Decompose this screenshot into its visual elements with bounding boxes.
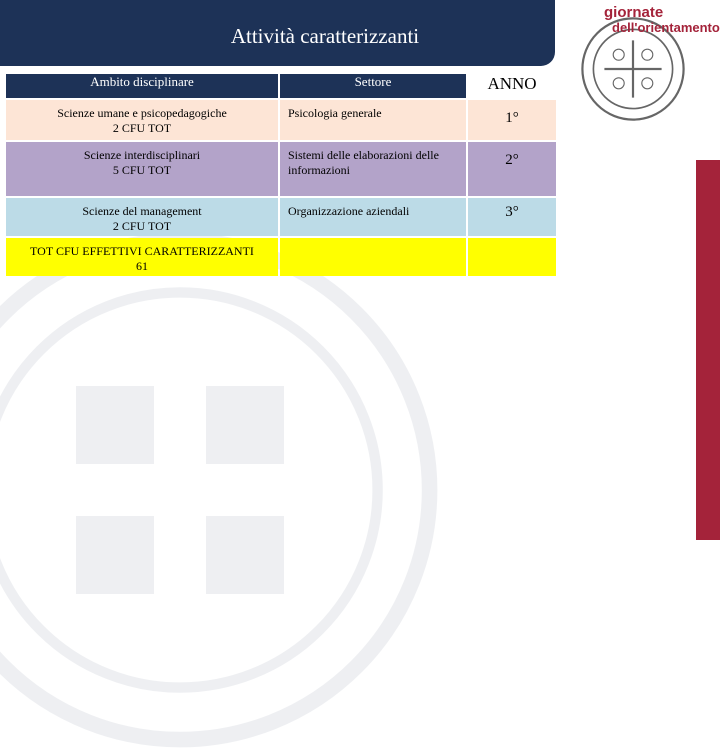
ambito-cell <box>6 100 278 140</box>
ambito-cfu: 2 CFU TOT <box>112 219 172 233</box>
empty-cell <box>280 238 466 276</box>
ambito-cfu: 2 CFU TOT <box>112 121 172 135</box>
settore-cell: Psicologia generale <box>280 100 466 140</box>
anno-cell: 1° <box>468 100 556 140</box>
total-cell <box>6 238 278 276</box>
settore-cell: Organizzazione aziendali <box>280 198 466 236</box>
logo-text-line1: giornate <box>604 4 664 21</box>
ambito-name: Scienze del management <box>82 204 202 218</box>
total-value: 61 <box>136 259 148 273</box>
header-ambito: Ambito disciplinare <box>6 74 278 98</box>
table-row <box>6 198 556 236</box>
page-title: Attività caratterizzanti <box>230 24 420 48</box>
table-row <box>6 142 556 196</box>
header-anno: ANNO <box>468 74 556 98</box>
anno-cell: 3° <box>468 198 556 236</box>
ambito-name: Scienze interdisciplinari <box>83 148 201 162</box>
settore-cell: Sistemi delle elaborazioni delle informazioni <box>280 142 466 196</box>
total-row <box>6 238 556 276</box>
header-settore: Settore <box>280 74 466 98</box>
logo-text-line2: dell'orientamento <box>612 20 720 35</box>
anno-cell: 2° <box>468 142 556 196</box>
ambito-cell <box>6 142 278 196</box>
empty-cell <box>468 238 556 276</box>
total-label: TOT CFU EFFETTIVI CARATTERIZZANTI <box>30 244 254 258</box>
university-seal-watermark-icon <box>0 230 440 750</box>
caratterizzanti-table <box>4 72 558 278</box>
decorative-red-band <box>696 160 720 540</box>
table-row <box>6 100 556 140</box>
ambito-name: Scienze umane e psicopedagogiche <box>57 106 227 120</box>
ambito-cell <box>6 198 278 236</box>
ambito-cfu: 5 CFU TOT <box>112 163 172 177</box>
